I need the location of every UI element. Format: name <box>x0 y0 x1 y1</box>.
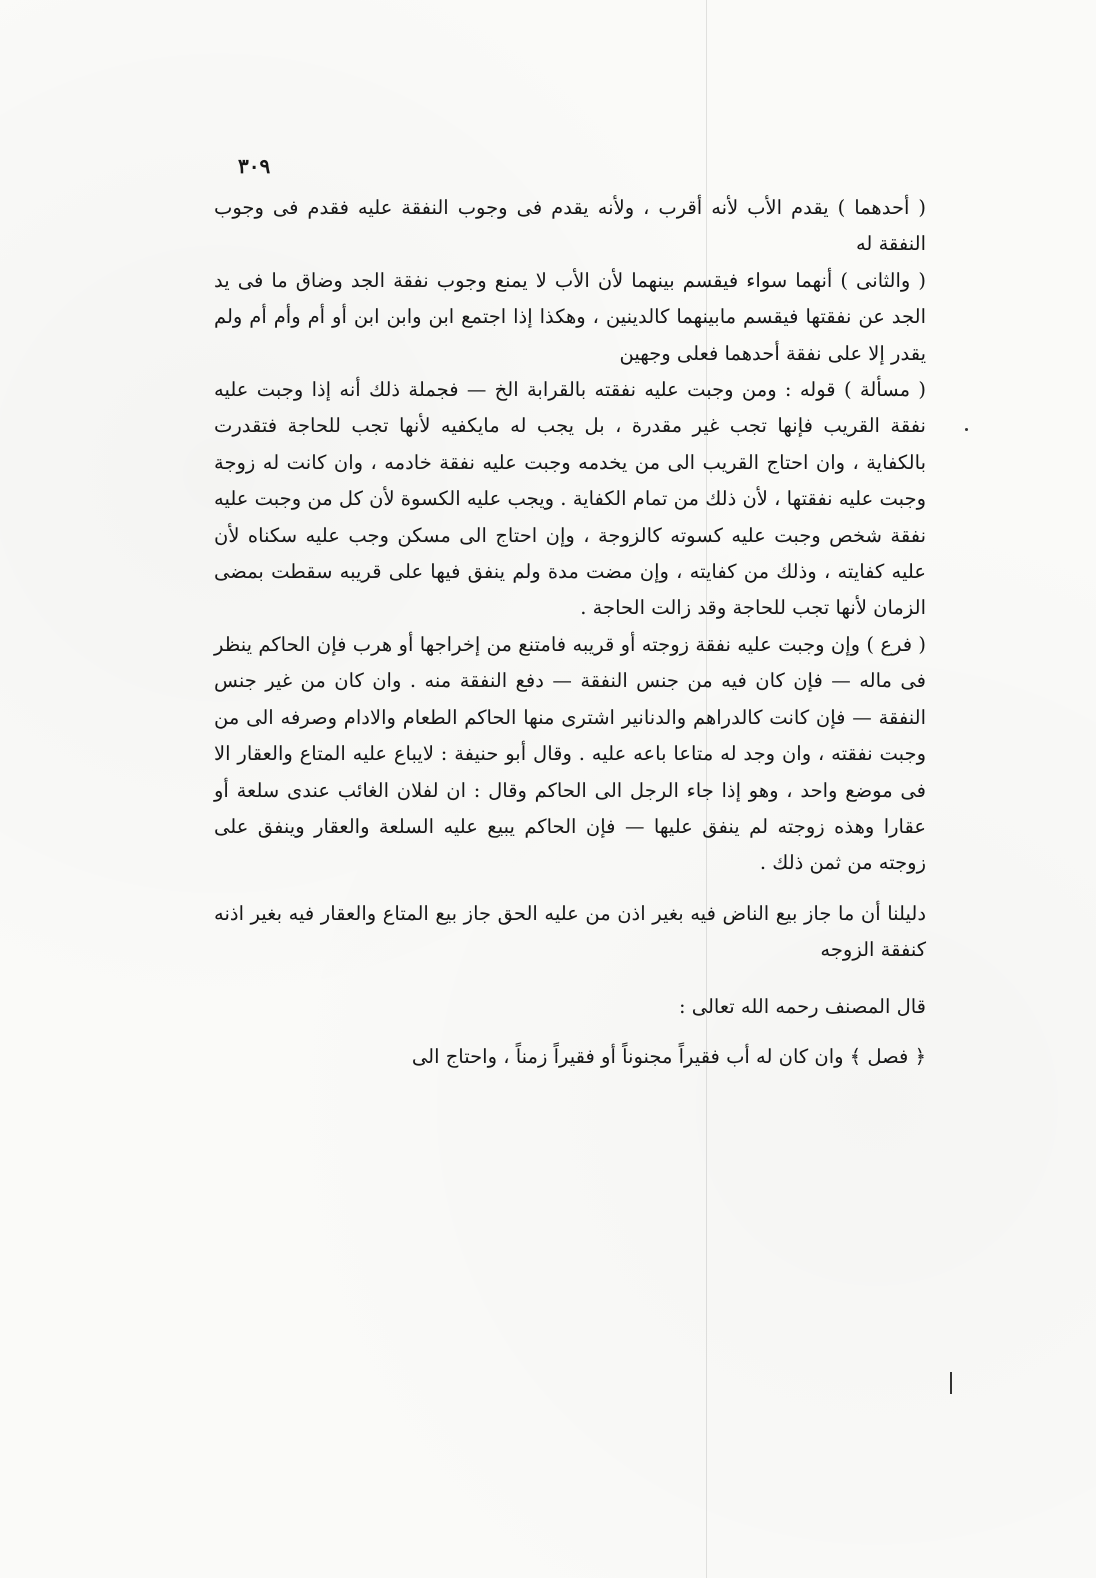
page-number: ٣٠٩ <box>238 154 271 178</box>
paragraph-evidence: دليلنا أن ما جاز بيع الناض فيه بغير اذن من عليه الحق جاز بيع المتاع والعقار فيه بغير اذنه كنفقة الزوجه <box>214 901 926 962</box>
paragraph-second-view: ( والثانى ) أنهما سواء فيقسم بينهما لأن الأب لا يمنع وجوب نفقة الجد وضاق ما فى يد الجد عن نفقتها فيقسم مابينهما كالدينين ، وهكذا إذا اجتمع ابن وابن ابن أو أم وأم أم ولم يقدر إلا على نفقة أحدهما فعلى وجهين <box>214 268 926 365</box>
stray-ink-mark <box>950 1372 952 1394</box>
author-heading: قال المصنف رحمه الله تعالى : <box>678 994 926 1018</box>
paragraph-first-view: ( أحدهما ) يقدم الأب لأنه أقرب ، ولأنه يقدم فى وجوب النفقة عليه فقدم فى وجوب النفقة له <box>214 196 926 256</box>
paragraph-masala: ( مسألة ) قوله : ومن وجبت عليه نفقته بالقرابة الخ — فجملة ذلك أنه إذا وجبت عليه نفقة القريب فإنها تجب غير مقدرة ، بل يجب له مايكفيه لأنها تجب للحاجة فتقدرت بالكفاية ، وان احتاج القريب الى من يخدمه وجبت عليه نفقة خادمه ، وان كانت له زوجة وجبت عليه نفقتها ، لأن ذلك من تمام الكفاية . ويجب عليه الكسوة لأن كل من وجبت عليه نفقة شخص وجبت عليه كسوته كالزوجة ، وإن احتاج الى مسكن وجب عليه سكناه لأن عليه كفايته ، وذلك من كفايته ، وإن مضت مدة ولم ينفق فيها على قريبه سقطت بمضى الزمان لأنها تجب للحاجة وقد زالت الحاجة . <box>214 378 926 620</box>
stray-ink-dot <box>965 428 968 431</box>
page-body-text <box>214 190 926 1075</box>
paragraph-fasl: ﴿ فصل ﴾ وان كان له أب فقيراً مجنوناً أو فقيراً زمناً ، واحتاج الى <box>411 1044 926 1068</box>
paragraph-far: ( فرع ) وإن وجبت عليه نفقة زوجته أو قريبه فامتنع من إخراجها أو هرب فإن الحاكم ينظر فى ماله — فإن كان فيه من جنس النفقة — دفع النفقة منه . وان كان من غير جنس النفقة — فإن كانت كالدراهم والدنانير اشترى منها الحاكم الطعام والادام وصرفه الى من وجبت نفقته ، وان وجد له متاعا باعه عليه . وقال أبو حنيفة : لايباع عليه المتاع والعقار الا فى موضع واحد ، وهو إذا جاء الرجل الى الحاكم وقال : ان لفلان الغائب عندى سلعة أو عقارا وهذه زوجته لم ينفق عليها — فإن الحاكم يبيع عليه السلعة والعقار وينفق على زوجته من ثمن ذلك . <box>214 632 926 875</box>
